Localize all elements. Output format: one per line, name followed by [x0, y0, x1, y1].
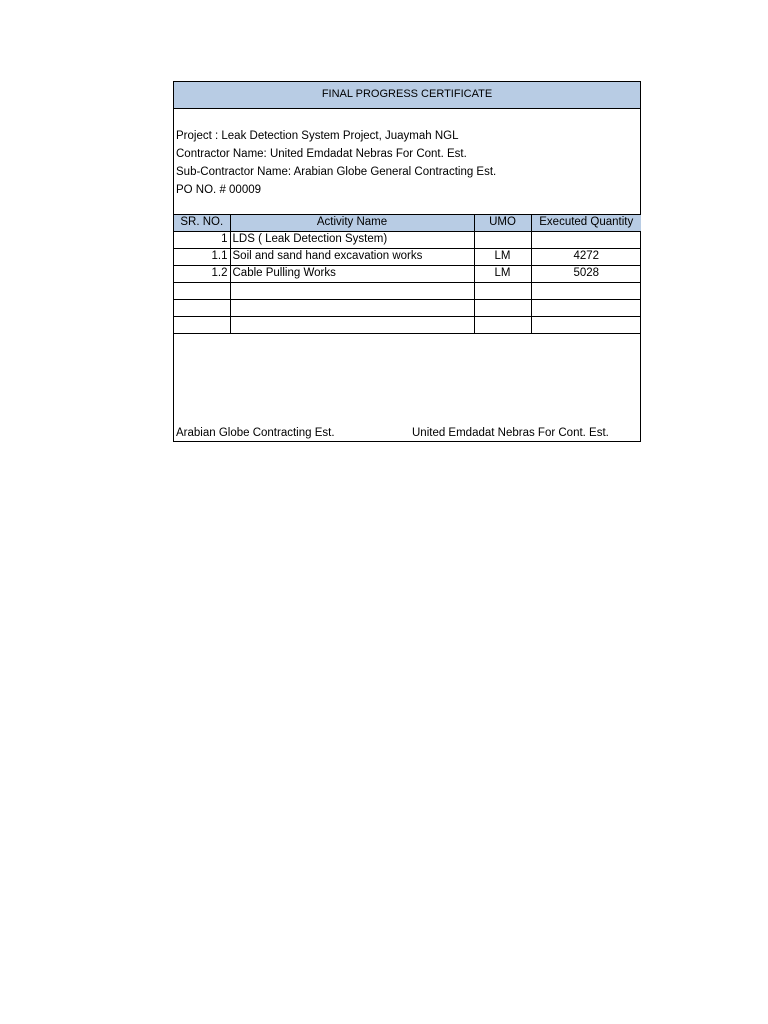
signature-row	[176, 425, 640, 441]
progress-certificate	[173, 81, 641, 442]
table-row	[174, 266, 641, 283]
table-row	[174, 300, 641, 317]
table-row	[174, 317, 641, 334]
certificate-title: FINAL PROGRESS CERTIFICATE	[174, 82, 640, 109]
cell-activity-name	[230, 300, 474, 317]
header-umo: UMO	[474, 215, 531, 232]
header-executed-quantity: Executed Quantity	[531, 215, 641, 232]
cell-umo	[474, 300, 531, 317]
cell-activity-name	[230, 283, 474, 300]
table-header-row	[174, 215, 641, 232]
cell-executed-quantity	[531, 317, 641, 334]
cell-sr-no	[174, 317, 230, 334]
cell-activity-name	[230, 317, 474, 334]
cell-executed-quantity: 5028	[531, 266, 641, 283]
cell-sr-no	[174, 283, 230, 300]
cell-umo	[474, 317, 531, 334]
project-line: Project : Leak Detection System Project, Juaymah NGL	[176, 130, 459, 142]
header-sr-no: SR. NO.	[174, 215, 230, 232]
contractor-line: Contractor Name: United Emdadat Nebras For Cont. Est.	[176, 148, 467, 160]
subcontractor-line: Sub-Contractor Name: Arabian Globe General Contracting Est.	[176, 166, 497, 178]
cell-umo: LM	[474, 249, 531, 266]
table-row	[174, 232, 641, 249]
contractor-signature: United Emdadat Nebras For Cont. Est.	[412, 427, 609, 439]
cell-sr-no: 1.2	[174, 266, 230, 283]
project-info	[174, 109, 640, 214]
cell-sr-no: 1	[174, 232, 230, 249]
po-number-line: PO NO. # 00009	[176, 184, 262, 196]
cell-executed-quantity	[531, 232, 641, 249]
cell-sr-no	[174, 300, 230, 317]
cell-activity-name: Soil and sand hand excavation works	[230, 249, 474, 266]
cell-umo: LM	[474, 266, 531, 283]
table-row	[174, 249, 641, 266]
header-activity-name: Activity Name	[230, 215, 474, 232]
cell-sr-no: 1.1	[174, 249, 230, 266]
subcontractor-signature: Arabian Globe Contracting Est.	[176, 427, 335, 439]
cell-activity-name: Cable Pulling Works	[230, 266, 474, 283]
activity-table	[174, 214, 641, 334]
cell-executed-quantity: 4272	[531, 249, 641, 266]
cell-umo	[474, 232, 531, 249]
cell-umo	[474, 283, 531, 300]
table-row	[174, 283, 641, 300]
cell-executed-quantity	[531, 283, 641, 300]
cell-activity-name: LDS ( Leak Detection System)	[230, 232, 474, 249]
cell-executed-quantity	[531, 300, 641, 317]
